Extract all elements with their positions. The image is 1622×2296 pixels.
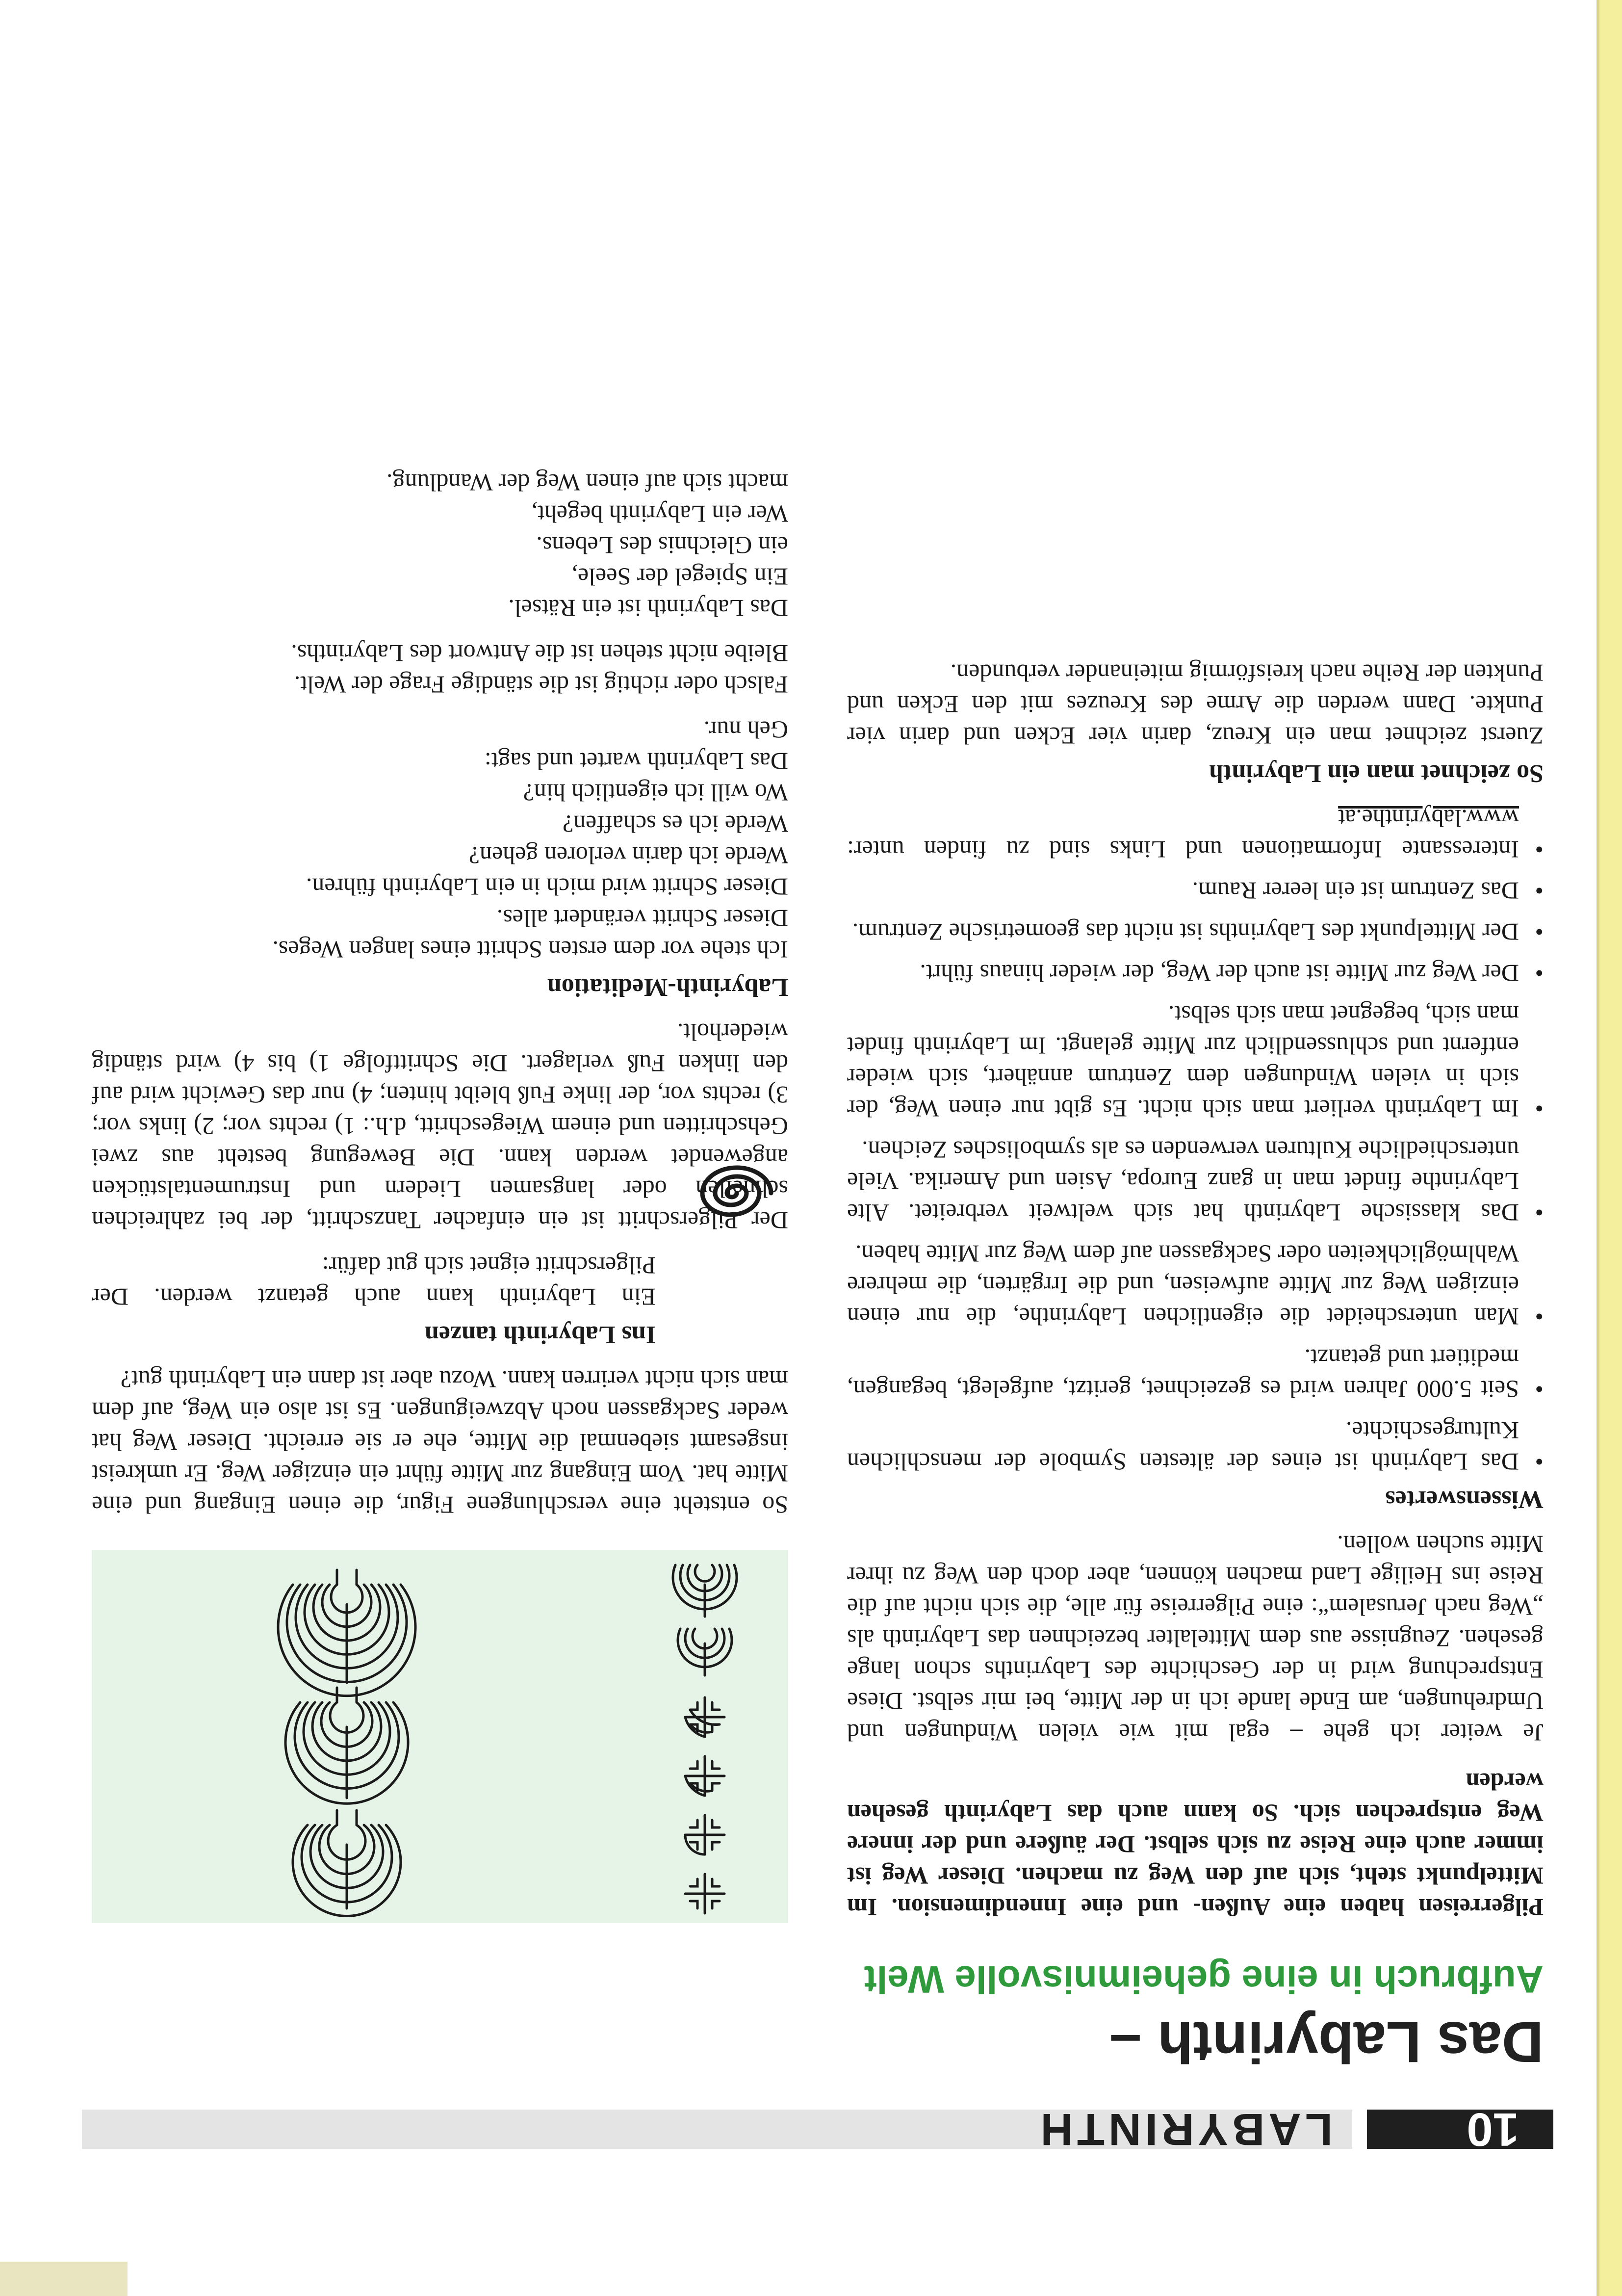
- wissenswertes-bullet-link: [847, 803, 1544, 865]
- poem-line: Werde ich darin verloren gehen?: [468, 842, 788, 869]
- intro-paragraph: Je weiter ich gehe – egal mit wie vielen Windungen und Umdrehungen, am Ende lande ich in der Mitte, bei mir selbst. Diese Entsprechung wird in der Geschichte des Labyrinths schon lange gesehen. Zeugnisse aus dem Mittelalter bezeichnen das Labyrinth als „Weg nach Jerusalem“: eine Pilgerreise für alle, die sich nicht auf die Reise ins Heilige Land machen können, aber doch den Weg zu ihrer Mitte suchen wollen.: [847, 1531, 1544, 1747]
- classical-labyrinth-icon: [278, 1570, 415, 1696]
- labyrinth-construction-step-icon: [678, 1629, 732, 1675]
- poem-line: Ich stehe vor dem ersten Schritt eines langen Weges.: [272, 936, 788, 964]
- header-bar: [82, 2103, 1553, 2156]
- left-column: [847, 644, 1544, 1923]
- wissenswertes-bullet-2: • Seit 5.000 Jahren wird es gezeichnet, geritzt, aufgelegt, begangen, meditiert und getanzt.: [847, 1342, 1544, 1405]
- poem-line: Dieser Schritt verändert alles.: [496, 905, 788, 932]
- right-column: [92, 467, 788, 1521]
- poem-line: Ein Spiegel der Seele,: [571, 563, 788, 591]
- wissenswertes-heading: Wissenswertes: [1385, 1486, 1544, 1513]
- poem-line: Dieser Schritt wird mich in ein Labyrinth führen.: [306, 873, 788, 901]
- wissenswertes-bullet-4: • Das klassische Labyrinth hat sich weltweit verbreitet. Alte Labyrinthe findet man in ganz Europa, Asien und Amerika. Viele unterschiedliche Kulturen verwenden es als symbolisches Zeichen.: [847, 1134, 1544, 1228]
- lead-paragraph: Pilgerreisen haben eine Außen- und eine Innendimension. Im Mittelpunkt steht, sich auf den Weg zu machen. Dieser Weg ist immer auch eine Reise zu sich selbst. Der äußere und der innere Weg entsprechen sich. So kann auch das Labyrinth gesehen werden: [847, 1768, 1544, 1921]
- tanzen-text: Der Pilgerschritt ist ein einfacher Tanzschritt, der bei zahlreichen schnellen oder langsamen Liedern und Instrumentalstücken angewendet werden kann. Die Bewegung besteht aus zwei Gehschritten und einem Wiegeschritt, d.h.: 1) rechts vor; 2) links vor; 3) rechts vor, der linke Fuß bleibt hinten; 4) nur das Gewicht wird auf den linken Fuß verlagert. Die Schrittfolge 1) bis 4) wird ständig wiederholt.: [92, 1018, 788, 1234]
- labyrinth-construction-step-icon: [685, 1697, 724, 1737]
- tanzen-heading: Ins Labyrinth tanzen: [425, 1321, 656, 1349]
- poem-line: macht sich auf einen Weg der Wandlung.: [386, 469, 788, 496]
- wissenswertes-bullet-8: • Das Zentrum ist ein leerer Raum.: [847, 875, 1544, 907]
- classical-labyrinth-icon: [285, 1688, 408, 1803]
- meditation-heading: Labyrinth-Meditation: [547, 973, 788, 1001]
- wissenswertes-bullet-7: • Der Mittelpunkt des Labyrinths ist nicht das geometrische Zentrum.: [847, 916, 1544, 948]
- poem-line: Wer ein Labyrinth begeht,: [531, 500, 788, 528]
- labyrinth-construction-step-icon: [685, 1815, 724, 1854]
- zeichnen-heading: So zeichnet man ein Labyrinth: [1209, 759, 1544, 787]
- poem-line: Werde ich es schaffen?: [562, 810, 788, 838]
- wissenswertes-bullet-6: • Der Weg zur Mitte ist auch der Weg, der wieder hinaus führt.: [847, 958, 1544, 989]
- wissenswertes-bullet-1: • Das Labyrinth ist eines der ältesten Symbole der menschlichen Kulturgeschichte.: [847, 1415, 1544, 1478]
- poem-line: ein Gleichnis des Lebens.: [536, 532, 788, 559]
- wissenswertes-bullet-3: • Man unterscheidet die eigentlichen Labyrinthe, die nur einen einzigen Weg zur Mitte aufweisen, und die Irrgärten, die mehrere Wahlmöglichkeiten oder Sackgassen auf dem Weg zur Mitte haben.: [847, 1238, 1544, 1332]
- poem-line: Das Labyrinth ist ein Rätsel.: [508, 595, 788, 622]
- labyrinth-figure: [92, 1550, 788, 1923]
- labyrinth-construction-step-icon: [673, 1565, 737, 1617]
- poem-stanza-gap: [92, 624, 788, 638]
- section-label: LABYRINTH: [1036, 2104, 1333, 2154]
- labyrinth-construction-step-icon: [685, 1874, 724, 1913]
- link-bullet-text: Interessante Informationen und Links sind zu finden unter:: [847, 836, 1519, 863]
- page-number: 10: [1367, 2110, 1553, 2149]
- classical-labyrinth-icon: [293, 1810, 401, 1916]
- labyrinth-construction-step-icon: [685, 1756, 724, 1796]
- section-band: [82, 2104, 1352, 2154]
- construction-paragraph: So entsteht eine verschlungene Figur, die einen Eingang und eine Mitte hat. Vom Eingang zur Mitte führt ein einziger Weg. Er umkreist insgesamt siebenmal die Mitte, ehe er sie erreicht. Dieser Weg hat weder Sackgassen noch Abzweigungen. Es ist also ein Weg, auf dem man sich nicht verirren kann. Wozu aber ist dann ein Labyrinth gut?: [92, 1366, 788, 1519]
- page-subtitle: Aufbruch in eine geheimnisvolle Welt: [864, 1958, 1544, 2001]
- spiral-icon: [675, 1158, 788, 1231]
- wissenswertes-bullet-5: • Im Labyrinth verliert man sich nicht. Es gibt nur einen Weg, der sich in vielen Windungen dem Zentrum annähert, sich wieder entfernt und schlussendlich zur Mitte gelangt. Im Labyrinth findet man sich, begegnet man sich selbst.: [847, 999, 1544, 1124]
- poem-line: Das Labyrinth wartet und sagt:: [484, 748, 788, 775]
- poem-line: Bleibe nicht stehen ist die Antwort des Labyrinths.: [291, 640, 788, 667]
- poem-line: Wo will ich eigentlich hin?: [523, 779, 788, 807]
- poem-stanza-gap: [92, 701, 788, 714]
- poem-line: Falsch oder richtig ist die ständige Frage der Welt.: [294, 671, 788, 699]
- labyrinthe-link[interactable]: www.labyrinthe.at: [1338, 805, 1519, 832]
- tanzen-intro: Ein Labyrinth kann auch getanzt werden. Der Pilgerschritt eignet sich gut dafür:: [92, 1252, 656, 1311]
- zeichnen-text: Zuerst zeichnet man ein Kreuz, darin vier Ecken und darin vier Punkte. Dann werden die Arme des Kreuzes mit den Ecken und Punkten der Reihe nach kreisförmig miteinander verbunden.: [847, 659, 1544, 750]
- poem-line: Geh nur.: [703, 716, 788, 744]
- meditation-poem: [92, 467, 788, 965]
- page-title: Das Labyrinth –: [1109, 2009, 1544, 2074]
- labyrinth-construction-figure: [92, 1550, 788, 1923]
